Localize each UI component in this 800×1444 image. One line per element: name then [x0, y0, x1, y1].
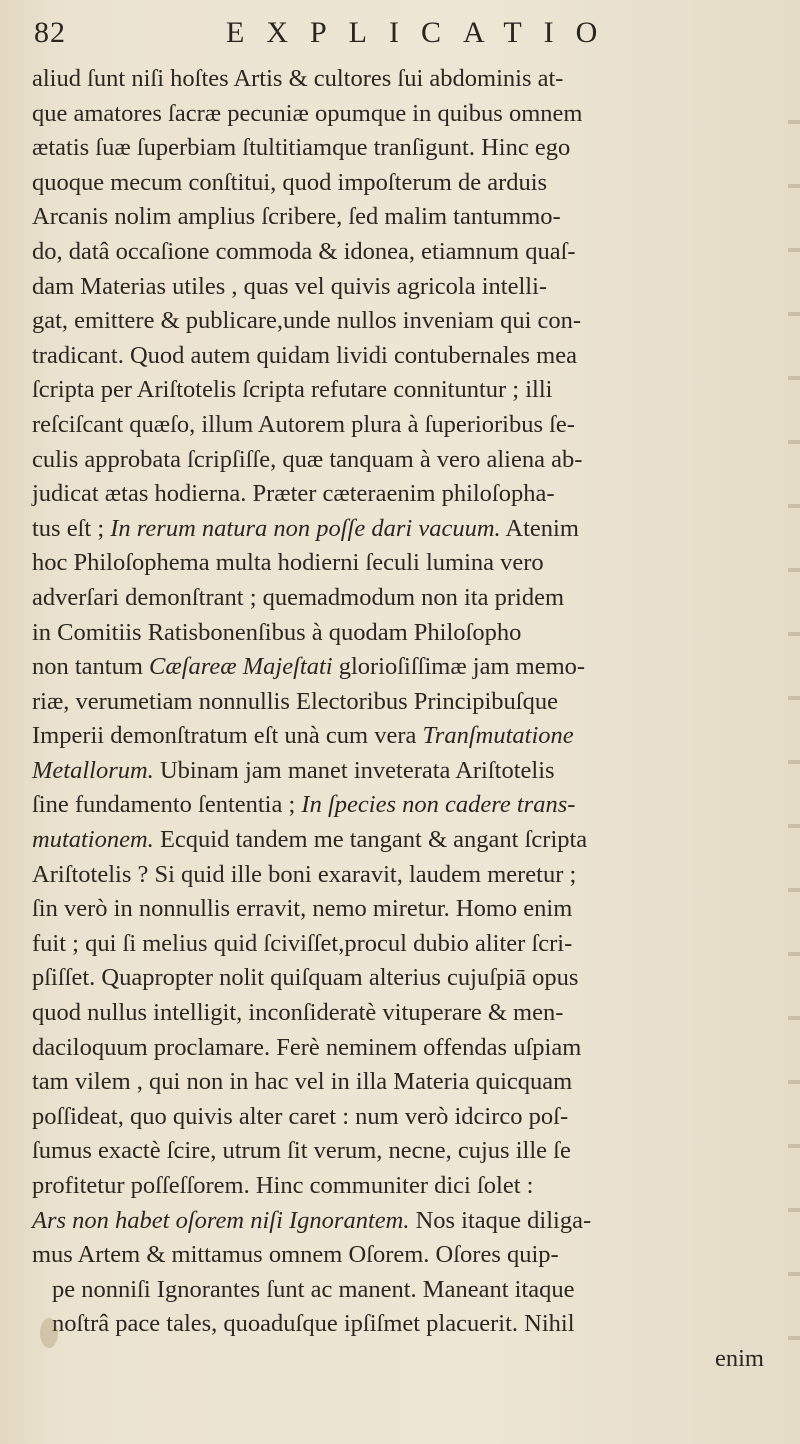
text-segment: Nos itaque diliga-: [409, 1206, 592, 1234]
text-line: culis approbata ſcripſiſſe, quæ tanquam à vero aliena ab-: [32, 445, 583, 473]
italic-quote: In rerum natura non poſſe dari vacuum.: [110, 514, 501, 542]
text-line: pe nonniſi Ignorantes ſunt ac manent. Maneant itaque: [52, 1275, 575, 1303]
text-line: Ariſtotelis ? Si quid ille boni exaravit, laudem meretur ;: [32, 860, 577, 888]
text-line: Arcanis nolim amplius ſcribere, ſed malim tantummo-: [32, 203, 561, 231]
text-line: noſtrâ pace tales, quoaduſque ipſiſmet placuerit. Nihil: [52, 1310, 575, 1338]
text-line: profitetur poſſeſſorem. Hinc communiter dici ſolet :: [32, 1172, 534, 1199]
text-line: [32, 823, 772, 858]
text-line: quod nullus intelligit, inconſideratè vituperare & men-: [32, 999, 564, 1027]
text-line: ſcripta per Ariſtotelis ſcripta refutare connituntur ; illi: [32, 376, 553, 404]
italic-phrase: Cæſareæ Majeſtati: [149, 653, 333, 681]
text-line: mus Artem & mittamus omnem Oſorem. Oſores quip-: [32, 1241, 559, 1269]
text-line: ſin verò in nonnullis erravit, nemo miretur. Homo enim: [32, 895, 573, 923]
text-line: que amatores ſacræ pecuniæ opumque in quibus omnem: [32, 99, 583, 127]
text-segment: glorioſiſſimæ jam memo-: [332, 653, 586, 681]
italic-quote: Ars non habet oſorem niſi Ignorantem.: [32, 1206, 410, 1234]
italic-quote: mutationem.: [32, 826, 154, 854]
italic-quote: In ſpecies non cadere trans-: [301, 791, 576, 819]
text-line: [32, 1204, 772, 1239]
text-line: reſciſcant quæſo, illum Autorem plura à ſuperioribus ſe-: [32, 410, 575, 438]
body-text: [32, 62, 772, 1377]
italic-phrase: Tranſmutatione: [422, 722, 574, 750]
text-line: poſſideat, quo quivis alter caret : num verò idcirco poſ-: [32, 1102, 569, 1130]
text-line: [32, 650, 772, 685]
text-line: riæ, verumetiam nonnullis Electoribus Principibuſque: [32, 687, 558, 715]
text-segment: Ubinam jam manet inveterata Ariſtotelis: [153, 756, 555, 784]
running-title: EXPLICATIO: [226, 16, 620, 49]
text-line: aliud ſunt niſi hoſtes Artis & cultores ſui abdominis at-: [32, 65, 564, 92]
text-line: tradicant. Quod autem quidam lividi contubernales mea: [32, 341, 577, 369]
text-line: ætatis ſuæ ſuperbiam ſtultitiamque tranſigunt. Hinc ego: [32, 134, 571, 162]
text-line: dam Materias utiles , quas vel quivis agricola intelli-: [32, 272, 548, 300]
ink-smudge: [40, 1318, 58, 1348]
text-line: daciloquum proclamare. Ferè neminem offendas uſpiam: [32, 1033, 582, 1061]
text-segment: tus eſt ;: [32, 514, 111, 542]
text-line: ſumus exactè ſcire, utrum ſit verum, necne, cujus ille ſe: [32, 1137, 571, 1165]
text-segment: Imperii demonſtratum eſt unà cum vera: [32, 722, 423, 750]
italic-phrase: Metallorum.: [32, 756, 154, 784]
text-segment: Ecquid tandem me tangant & angant ſcripta: [153, 826, 588, 854]
text-line: [32, 512, 772, 547]
text-line: in Comitiis Ratisbonenſibus à quodam Philoſopho: [32, 618, 522, 646]
text-segment: non tantum: [32, 653, 150, 681]
text-line: adverſari demonſtrant ; quemadmodum non ita pridem: [32, 583, 565, 611]
page-number: 82: [34, 16, 66, 49]
text-segment: ſine fundamento ſententia ;: [32, 791, 302, 819]
text-line: [32, 719, 772, 754]
page-header: [34, 16, 754, 50]
text-line: quoque mecum conſtitui, quod impoſterum de arduis: [32, 168, 548, 196]
page-edge-shadow: [788, 60, 800, 1360]
text-line: do, datâ occaſione commoda & idonea, etiamnum quaſ-: [32, 237, 576, 265]
text-line: [32, 754, 772, 789]
text-line: [32, 788, 772, 823]
text-line: judicat ætas hodierna. Præter cæteraenim philoſopha-: [32, 480, 555, 508]
text-line: pſiſſet. Quapropter nolit quiſquam alterius cujuſpiā opus: [32, 964, 579, 992]
text-line: hoc Philoſophema multa hodierni ſeculi lumina vero: [32, 549, 544, 577]
catchword: enim: [715, 1344, 764, 1372]
text-segment: Atenim: [500, 514, 579, 542]
text-line: tam vilem , qui non in hac vel in illa Materia quicquam: [32, 1068, 573, 1096]
text-line: gat, emittere & publicare,unde nullos inveniam qui con-: [32, 307, 582, 335]
text-line: fuit ; qui ſi melius quid ſciviſſet,procul dubio aliter ſcri-: [32, 929, 573, 957]
